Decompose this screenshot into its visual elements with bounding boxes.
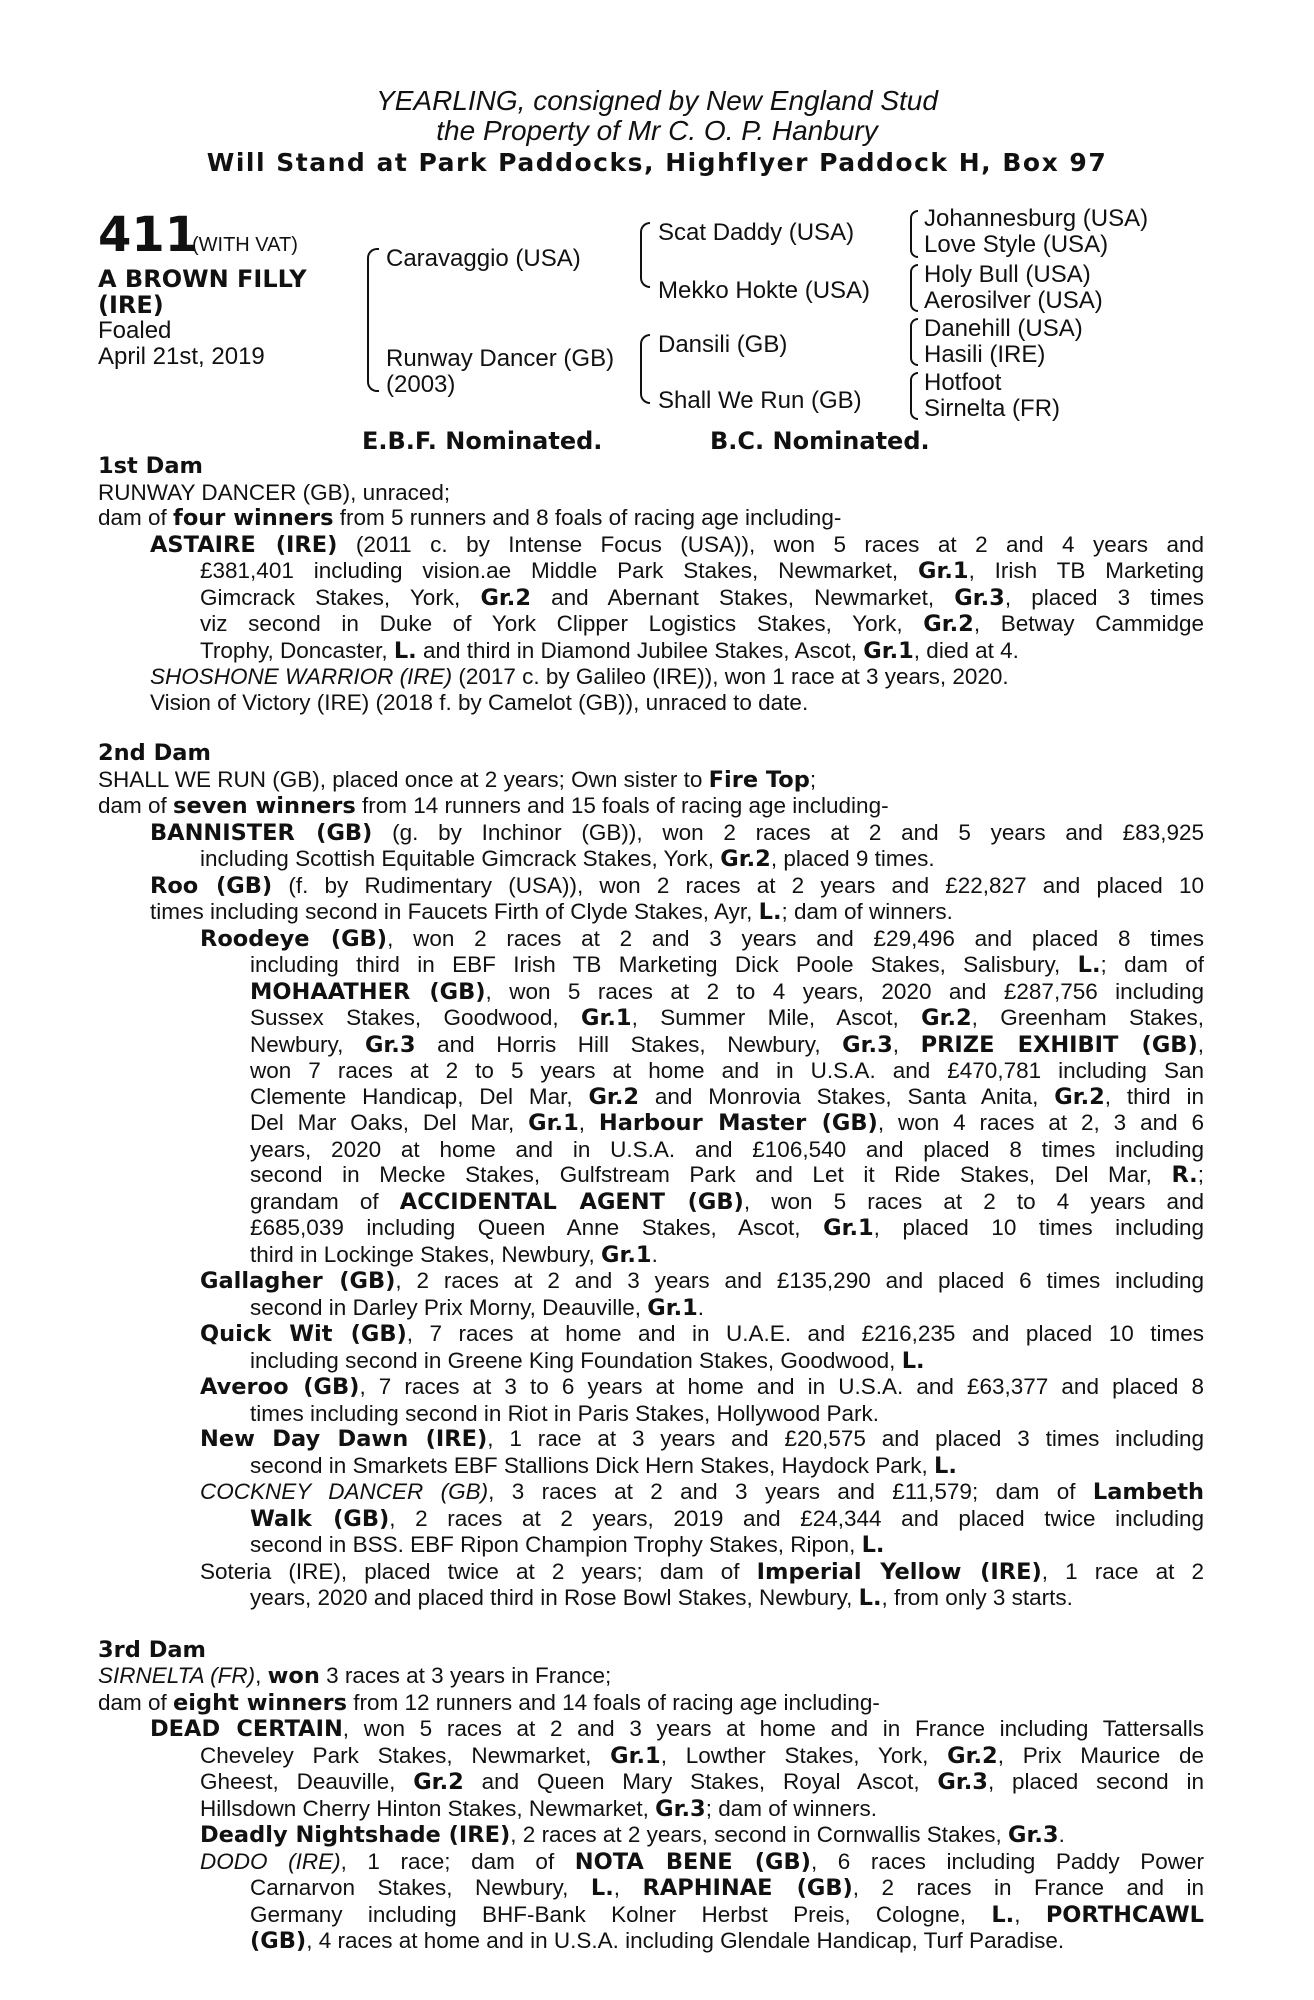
dodo-line: Carnarvon Stakes, Newbury, L., RAPHINAE (GB), 2 races in France and in	[250, 1875, 1205, 1901]
shoshone-line: SHOSHONE WARRIOR (IRE) (2017 c. by Galileo (IRE)), won 1 race at 3 years, 2020.	[150, 664, 1009, 689]
bannister-line: BANNISTER (GB) (g. by Inchinor (GB)), won 2 races at 2 and 5 years and £83,925	[150, 819, 1204, 846]
bc-nomination: B.C. Nominated.	[710, 427, 930, 455]
property-line: the Property of Mr C. O. P. Hanbury	[436, 115, 878, 146]
dodo-line: Germany including BHF-Bank Kolner Herbst Preis, Cologne, L., PORTHCAWL	[250, 1901, 1204, 1928]
astaire-line: ASTAIRE (IRE) (2011 c. by Intense Focus (USA)), won 5 races at 2 and 4 years and	[150, 531, 1204, 558]
roodeye-line: Clemente Handicap, Del Mar, Gr.2 and Monrovia Stakes, Santa Anita, Gr.2, third in	[250, 1083, 1204, 1110]
pedigree-brace	[910, 372, 918, 420]
deadly-nightshade-line: Deadly Nightshade (IRE), 2 races at 2 years, second in Cornwallis Stakes, Gr.3.	[200, 1822, 1065, 1848]
roodeye-line: including third in EBF Irish TB Marketing Dick Poole Stakes, Salisbury, L.; dam of	[250, 952, 1204, 978]
roodeye-line: third in Lockinge Stakes, Newbury, Gr.1.	[250, 1241, 658, 1268]
roodeye-line: years, 2020 at home and in U.S.A. and £106,540 and placed 8 times including	[250, 1136, 1204, 1162]
soteria-line: Soteria (IRE), placed twice at 2 years; dam of Imperial Yellow (IRE), 1 race at 2	[200, 1558, 1204, 1585]
second-dam-produce-summary: dam of seven winners from 14 runners and 15 foals of racing age including-	[98, 793, 889, 819]
vision-line: Vision of Victory (IRE) (2018 f. by Camelot (GB)), unraced to date.	[150, 689, 809, 715]
roodeye-line: grandam of ACCIDENTAL AGENT (GB), won 5 races at 2 to 4 years and	[250, 1188, 1205, 1215]
quick-wit-line: Quick Wit (GB), 7 races at home and in U.A.E. and £216,235 and placed 10 times	[200, 1321, 1204, 1347]
third-dam-heading: 3rd Dam	[98, 1636, 206, 1663]
dodo-line: (GB), 4 races at home and in U.S.A. including Glendale Handicap, Turf Paradise.	[250, 1928, 1065, 1954]
gallagher-line: second in Darley Prix Morny, Deauville, Gr.1.	[250, 1294, 705, 1321]
foaled-date: April 21st, 2019	[98, 343, 265, 370]
horse-country: (IRE)	[98, 291, 164, 319]
sire-sire-dam: Love Style (USA)	[924, 231, 1109, 258]
third-dam-line: SIRNELTA (FR), won 3 races at 3 years in France;	[98, 1663, 612, 1689]
astaire-line: viz second in Duke of York Clipper Logistics Stakes, York, Gr.2, Betway Cammidge	[200, 611, 1204, 637]
roodeye-line: Del Mar Oaks, Del Mar, Gr.1, Harbour Master (GB), won 4 races at 2, 3 and 6	[250, 1110, 1204, 1136]
roodeye-line: Sussex Stakes, Goodwood, Gr.1, Summer Mile, Ascot, Gr.2, Greenham Stakes,	[250, 1005, 1204, 1031]
first-dam-line: RUNWAY DANCER (GB), unraced;	[98, 479, 451, 505]
astaire-line: £381,401 including vision.ae Middle Park Stakes, Newmarket, Gr.1, Irish TB Marketing	[200, 558, 1204, 584]
dam-dam: Shall We Run (GB)	[658, 387, 862, 414]
cockney-dancer-line: Walk (GB), 2 races at 2 years, 2019 and £24,344 and placed twice including	[250, 1505, 1204, 1532]
second-dam-heading: 2nd Dam	[98, 740, 211, 766]
sire: Caravaggio (USA)	[386, 245, 581, 272]
new-day-dawn-line: second in Smarkets EBF Stallions Dick Hern Stakes, Haydock Park, L.	[250, 1452, 957, 1479]
soteria-line: years, 2020 and placed third in Rose Bowl Stakes, Newbury, L., from only 3 starts.	[250, 1585, 1073, 1611]
roodeye-line: Newbury, Gr.3 and Horris Hill Stakes, Newbury, Gr.3, PRIZE EXHIBIT (GB),	[250, 1031, 1205, 1058]
dam-year: (2003)	[386, 371, 456, 398]
stabling-line: Will Stand at Park Paddocks, Highflyer Paddock H, Box 97	[206, 148, 1108, 177]
roodeye-line: Roodeye (GB), won 2 races at 2 and 3 years and £29,496 and placed 8 times	[200, 925, 1204, 952]
roodeye-line: MOHAATHER (GB), won 5 races at 2 to 4 years, 2020 and £287,756 including	[250, 978, 1204, 1005]
pedigree-brace	[367, 248, 379, 392]
dodo-line: DODO (IRE), 1 race; dam of NOTA BENE (GB), 6 races including Paddy Power	[200, 1848, 1204, 1875]
dam: Runway Dancer (GB)	[386, 345, 615, 372]
dam-sire-dam: Hasili (IRE)	[924, 341, 1046, 368]
dead-certain-line: Gheest, Deauville, Gr.2 and Queen Mary Stakes, Royal Ascot, Gr.3, placed second in	[200, 1769, 1204, 1795]
sire-sire: Scat Daddy (USA)	[658, 219, 855, 246]
cockney-dancer-line: COCKNEY DANCER (GB), 3 races at 2 and 3 years and £11,579; dam of Lambeth	[200, 1479, 1204, 1505]
consignor-line: YEARLING, consigned by New England Stud	[376, 85, 938, 116]
sire-sire-sire: Johannesburg (USA)	[924, 205, 1149, 232]
roo-line: Roo (GB) (f. by Rudimentary (USA)), won 2 races at 2 years and £22,827 and placed 10	[150, 872, 1204, 899]
roo-line: times including second in Faucets Firth of Clyde Stakes, Ayr, L.; dam of winners.	[150, 899, 953, 925]
third-dam-produce-summary: dam of eight winners from 12 runners and 14 foals of racing age including-	[98, 1689, 880, 1716]
astaire-line: Trophy, Doncaster, L. and third in Diamond Jubilee Stakes, Ascot, Gr.1, died at 4.	[200, 637, 1019, 664]
first-dam-heading: 1st Dam	[98, 453, 203, 479]
roodeye-line: won 7 races at 2 to 5 years at home and in U.S.A. and £470,781 including San	[250, 1058, 1204, 1083]
pedigree-brace	[910, 210, 918, 258]
averoo-line: Averoo (GB), 7 races at 3 to 6 years at home and in U.S.A. and £63,377 and placed 8	[200, 1374, 1204, 1400]
dam-sire: Dansili (GB)	[658, 331, 788, 358]
new-day-dawn-line: New Day Dawn (IRE), 1 race at 3 years and £20,575 and placed 3 times including	[200, 1426, 1204, 1452]
foaled-label: Foaled	[98, 317, 172, 344]
pedigree-brace	[910, 264, 918, 312]
roodeye-line: second in Mecke Stakes, Gulfstream Park and Let it Ride Stakes, Del Mar, R.;	[250, 1162, 1204, 1188]
dam-records	[98, 454, 1204, 1955]
roodeye-line: £685,039 including Queen Anne Stakes, Ascot, Gr.1, placed 10 times including	[250, 1215, 1204, 1241]
cockney-dancer-line: second in BSS. EBF Ripon Champion Trophy Stakes, Ripon, L.	[250, 1532, 885, 1558]
pedigree-brace	[910, 318, 918, 366]
ebf-nomination: E.B.F. Nominated.	[362, 427, 603, 455]
dead-certain-line: Hillsdown Cherry Hinton Stakes, Newmarket, Gr.3; dam of winners.	[200, 1795, 878, 1822]
dam-dam-dam: Sirnelta (FR)	[924, 395, 1061, 422]
dam-dam-sire: Hotfoot	[924, 369, 1002, 396]
sire-dam-dam: Aerosilver (USA)	[924, 287, 1103, 314]
first-dam-produce-summary: dam of four winners from 5 runners and 8 foals of racing age including-	[98, 505, 842, 531]
vat-label: (WITH VAT)	[192, 234, 298, 256]
pedigree-brace	[640, 334, 650, 404]
horse-description: A BROWN FILLY	[98, 265, 307, 293]
dam-sire-sire: Danehill (USA)	[924, 315, 1083, 342]
pedigree-brace	[640, 222, 650, 288]
quick-wit-line: including second in Greene King Foundation Stakes, Goodwood, L.	[250, 1347, 925, 1374]
dead-certain-line: Cheveley Park Stakes, Newmarket, Gr.1, Lowther Stakes, York, Gr.2, Prix Maurice de	[200, 1742, 1205, 1769]
dead-certain-line: DEAD CERTAIN, won 5 races at 2 and 3 years at home and in France including Tattersalls	[150, 1716, 1204, 1742]
second-dam-line: SHALL WE RUN (GB), placed once at 2 years; Own sister to Fire Top;	[98, 766, 817, 793]
averoo-line: times including second in Riot in Paris Stakes, Hollywood Park.	[250, 1400, 880, 1426]
bannister-line: including Scottish Equitable Gimcrack Stakes, York, Gr.2, placed 9 times.	[200, 846, 935, 872]
sire-dam: Mekko Hokte (USA)	[658, 277, 871, 304]
sire-dam-sire: Holy Bull (USA)	[924, 261, 1091, 288]
astaire-line: Gimcrack Stakes, York, Gr.2 and Abernant Stakes, Newmarket, Gr.3, placed 3 times	[200, 584, 1205, 611]
lot-number: 411	[98, 207, 199, 263]
gallagher-line: Gallagher (GB), 2 races at 2 and 3 years and £135,290 and placed 6 times including	[200, 1268, 1204, 1294]
